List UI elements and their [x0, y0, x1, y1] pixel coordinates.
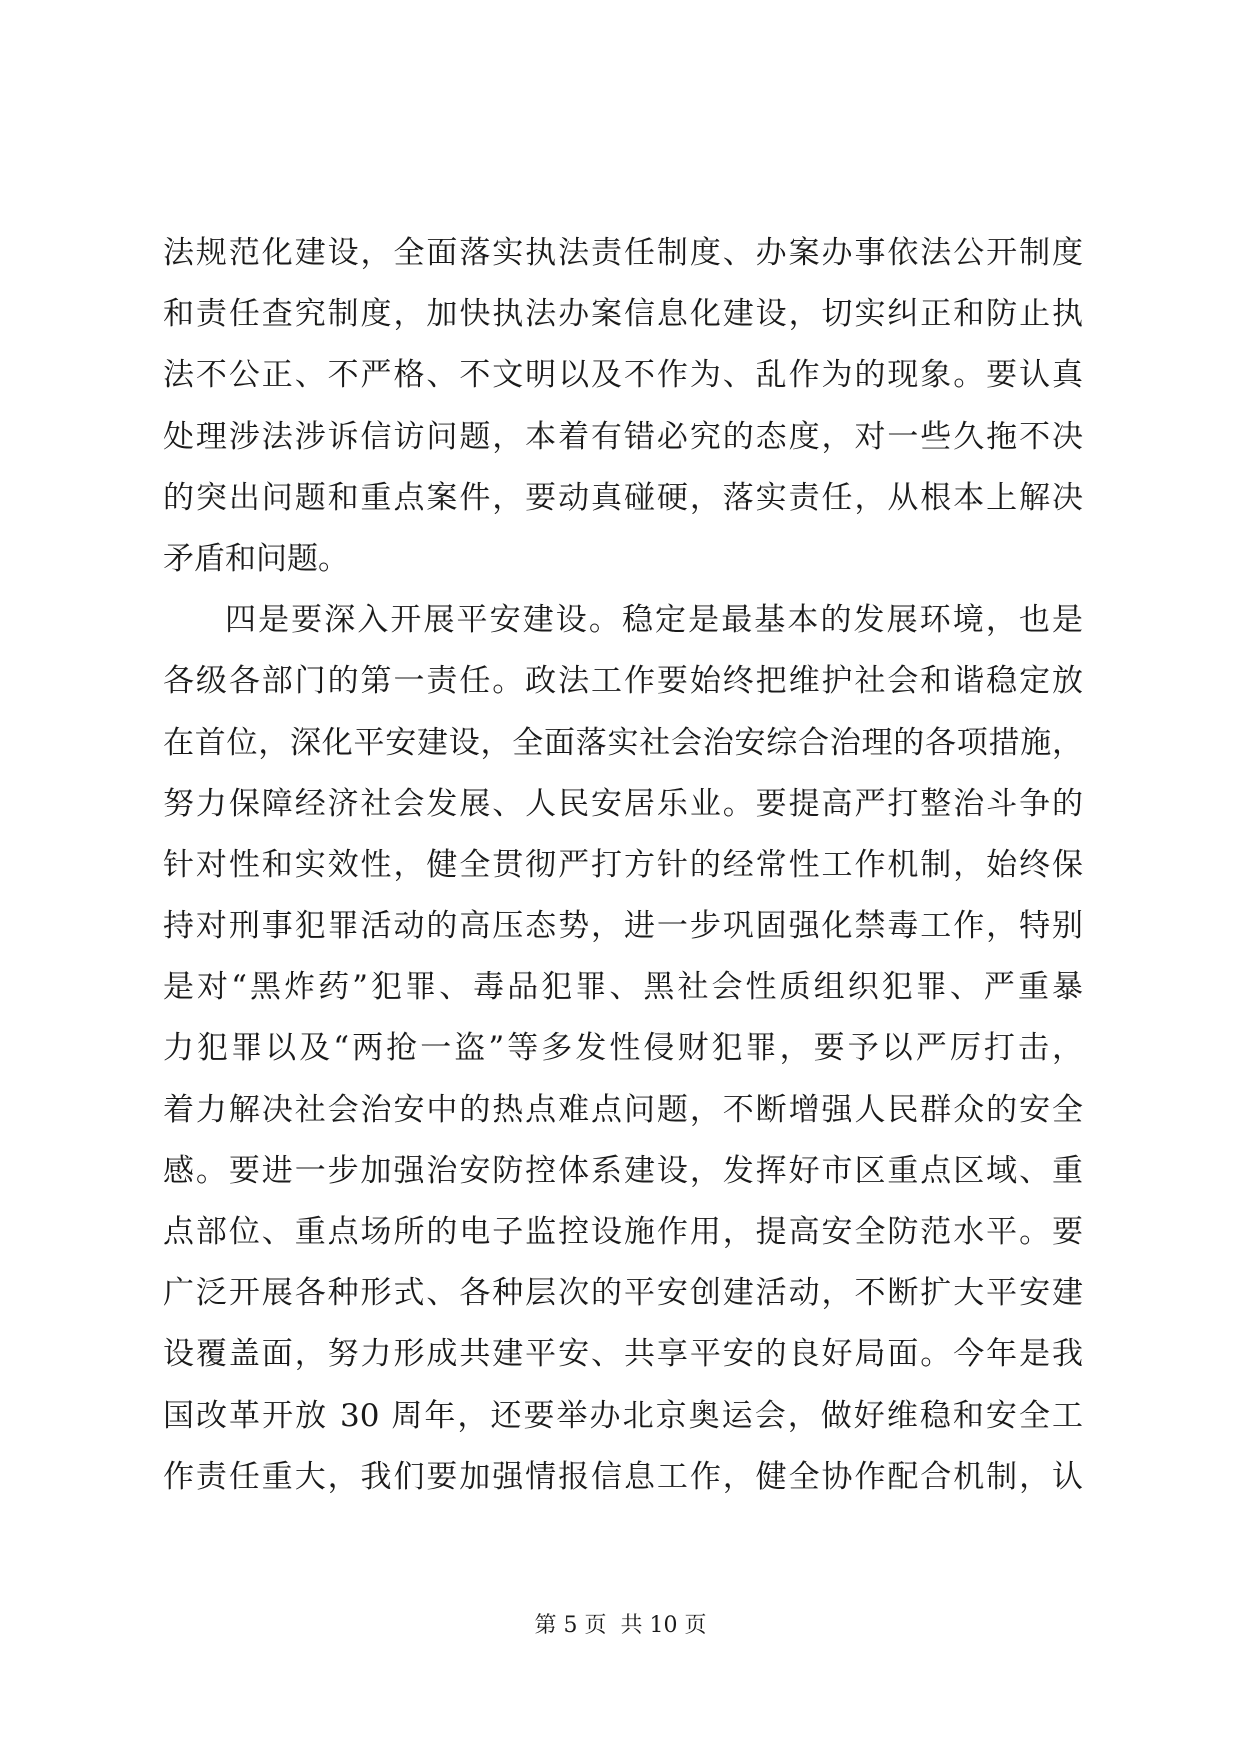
paragraph-1	[163, 233, 1083, 600]
text-line: 广泛开展各种形式、各种层次的平安创建活动，不断扩大平安建	[163, 1275, 1083, 1312]
page-total: 共 10 页	[620, 1613, 707, 1638]
text-line: 在首位，深化平安建设，全面落实社会治安综合治理的各项措施，	[163, 724, 1083, 761]
text-line: 矛盾和问题。	[163, 540, 349, 577]
text-line: 努力保障经济社会发展、人民安居乐业。要提高严打整治斗争的	[163, 785, 1083, 822]
text-line: 作责任重大，我们要加强情报信息工作，健全协作配合机制，认	[163, 1458, 1083, 1495]
page-number: 第 5 页	[534, 1613, 607, 1638]
text-line: 各级各部门的第一责任。政法工作要始终把维护社会和谐稳定放	[163, 663, 1083, 700]
text-line: 法规范化建设，全面落实执法责任制度、办案办事依法公开制度	[163, 235, 1083, 271]
text-line: 设覆盖面，努力形成共建平安、共享平安的良好局面。今年是我	[163, 1336, 1083, 1373]
text-line: 感。要进一步加强治安防控体系建设，发挥好市区重点区域、重	[163, 1152, 1083, 1189]
text-line: 处理涉法涉诉信访问题，本着有错必究的态度，对一些久拖不决	[163, 418, 1083, 455]
text-line: 是对“黑炸药”犯罪、毒品犯罪、黑社会性质组织犯罪、严重暴	[163, 969, 1083, 1006]
text-line: 四是要深入开展平安建设。稳定是最基本的发展环境，也是	[225, 602, 1083, 639]
text-line: 针对性和实效性，健全贯彻严打方针的经常性工作机制，始终保	[163, 846, 1083, 883]
text-line: 国改革开放 30 周年，还要举办北京奥运会，做好维稳和安全工	[163, 1397, 1083, 1434]
document-body	[163, 233, 1083, 1518]
text-line: 力犯罪以及“两抢一盗”等多发性侵财犯罪，要予以严厉打击，	[163, 1030, 1083, 1067]
text-line: 的突出问题和重点案件，要动真碰硬，落实责任，从根本上解决	[163, 479, 1083, 516]
paragraph-2	[163, 600, 1083, 1518]
text-line: 法不公正、不严格、不文明以及不作为、乱作为的现象。要认真	[163, 357, 1083, 394]
text-line: 和责任查究制度，加快执法办案信息化建设，切实纠正和防止执	[163, 296, 1083, 333]
text-line: 点部位、重点场所的电子监控设施作用，提高安全防范水平。要	[163, 1214, 1083, 1250]
text-line: 持对刑事犯罪活动的高压态势，进一步巩固强化禁毒工作，特别	[163, 908, 1083, 945]
text-line: 着力解决社会治安中的热点难点问题，不断增强人民群众的安全	[163, 1091, 1083, 1128]
page-footer	[0, 1611, 1241, 1641]
